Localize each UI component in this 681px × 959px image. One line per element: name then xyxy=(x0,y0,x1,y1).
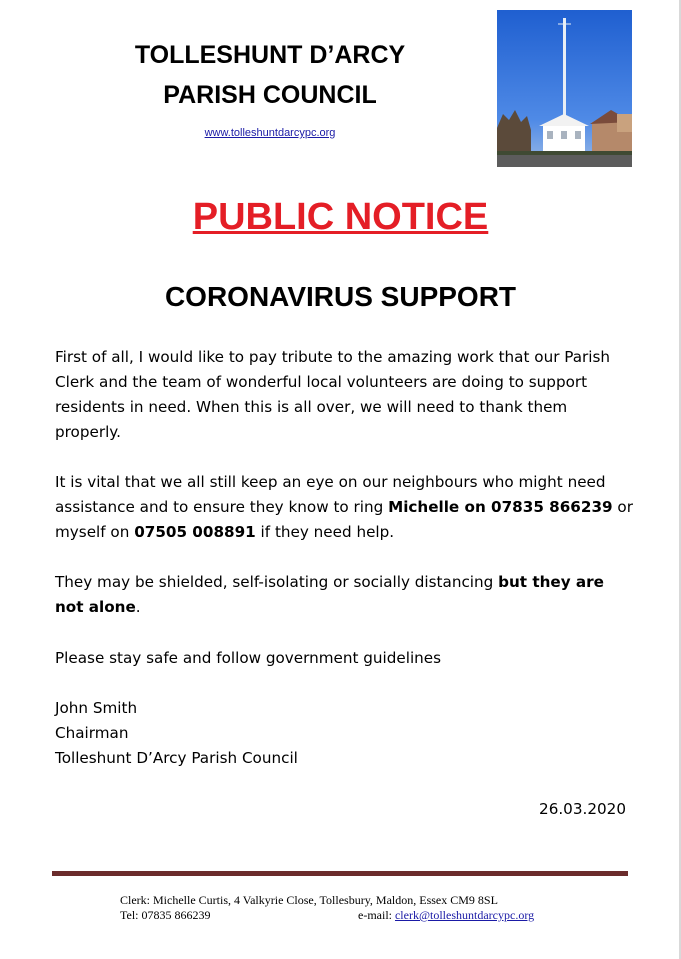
signatory-name: John Smith xyxy=(55,699,138,717)
signatory-role: Chairman xyxy=(55,724,129,742)
footer-address: Clerk: Michelle Curtis, 4 Valkyrie Close, Tollesbury, Maldon, Essex CM9 8SL xyxy=(120,893,498,907)
council-name-line1: TOLLESHUNT D’ARCY xyxy=(134,41,406,69)
contact-text-end: if they need help. xyxy=(255,523,395,541)
michelle-phone: Michelle on 07835 866239 xyxy=(388,498,613,516)
signatory-org: Tolleshunt D’Arcy Parish Council xyxy=(55,749,298,767)
email-link[interactable]: clerk@tolleshuntdarcypc.org xyxy=(394,908,535,922)
not-alone-text: They may be shielded, self-isolating or socially distancing xyxy=(55,573,499,591)
footer-telephone: Tel: 07835 866239 xyxy=(120,908,211,922)
footer-email xyxy=(358,908,534,923)
contact-paragraph xyxy=(55,470,635,545)
tribute-paragraph: First of all, I would like to pay tribute to the amazing work that our Parish Clerk and the team of wonderful local volunteers are doing to support residents in need. When this is all over, we will need to thank them properly. xyxy=(55,348,611,441)
signature-block xyxy=(55,696,635,771)
footer-contact-line xyxy=(120,908,590,923)
website-link[interactable]: www.tolleshuntdarcypc.org xyxy=(204,127,336,139)
not-alone-emphasis: but they are not alone xyxy=(55,573,604,616)
public-notice-heading: PUBLIC NOTICE xyxy=(192,196,489,238)
not-alone-paragraph xyxy=(55,570,635,620)
contact-text-mid: or myself on xyxy=(55,498,633,541)
stay-safe-paragraph: Please stay safe and follow government guidelines xyxy=(55,649,442,667)
village-sign-photo xyxy=(497,10,632,167)
notice-date: 26.03.2020 xyxy=(539,800,626,818)
chairman-phone: 07505 008891 xyxy=(134,523,256,541)
contact-text: It is vital that we all still keep an eye on our neighbours who might need assistance and to ensure they know to ring xyxy=(55,473,606,516)
council-name-line2: PARISH COUNCIL xyxy=(163,81,377,109)
notice-subheading: CORONAVIRUS SUPPORT xyxy=(164,281,517,312)
email-label: e-mail: xyxy=(358,908,395,922)
not-alone-period: . xyxy=(135,598,141,616)
footer-divider xyxy=(52,871,628,876)
